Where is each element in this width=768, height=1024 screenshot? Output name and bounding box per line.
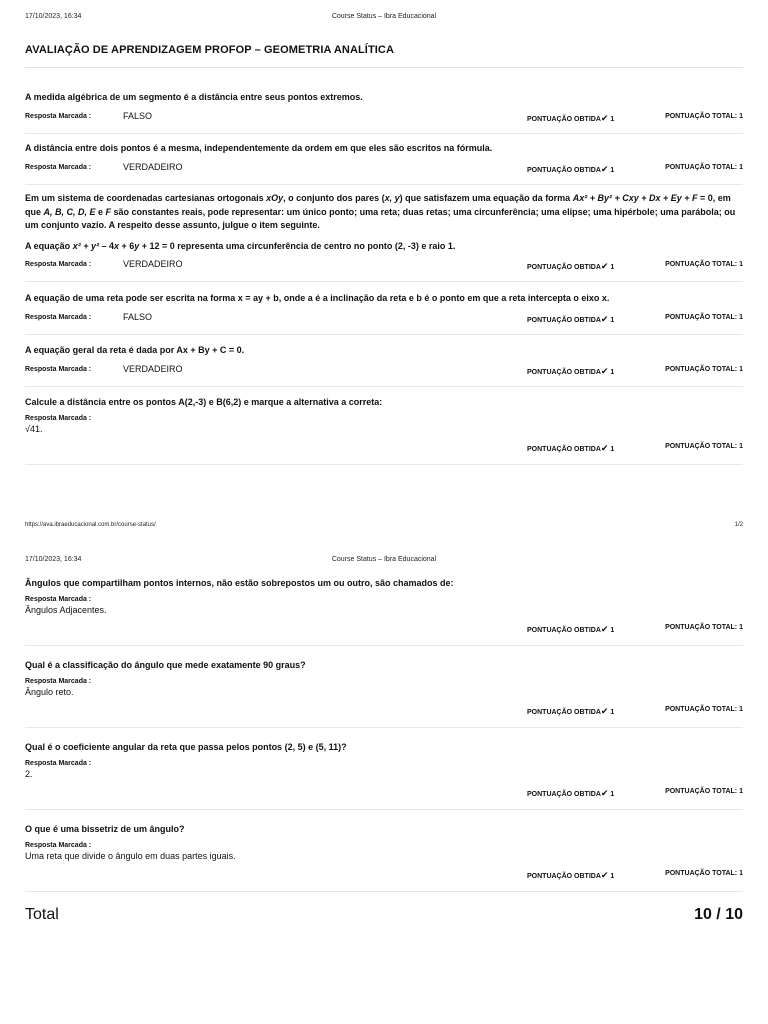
- check-icon: ✔: [600, 869, 609, 880]
- score-row: [25, 870, 743, 882]
- divider: [25, 809, 743, 810]
- score-total: PONTUAÇÃO TOTAL: 1: [665, 261, 743, 268]
- answer-value: VERDADEIRO: [123, 363, 183, 374]
- question-text: A distância entre dois pontos é a mesma, independentemente da ordem em que eles são escritos na fórmula.: [25, 143, 493, 153]
- score-row: [25, 624, 743, 636]
- print-url: https://ava.ibraeducacional.com.br/course-status/: [25, 522, 156, 528]
- answer-value: √41.: [25, 423, 43, 434]
- score-row: [25, 443, 743, 455]
- print-datetime: 17/10/2023, 16:34: [25, 556, 82, 563]
- total-score: 10 / 10: [694, 906, 743, 923]
- answer-row: [25, 111, 743, 124]
- question-item: [25, 741, 743, 810]
- question-item: [25, 91, 743, 134]
- score-obtained: PONTUAÇÃO OBTIDA✔ 1: [527, 313, 615, 324]
- answer-label: Resposta Marcada :: [25, 163, 92, 171]
- score-total: PONTUAÇÃO TOTAL: 1: [665, 787, 743, 795]
- check-icon: ✔: [600, 705, 609, 716]
- title-divider: [25, 67, 743, 68]
- question-text: Ângulos que compartilham pontos internos, não estão sobrepostos um ou outro, são chamados de:: [25, 578, 454, 588]
- answer-value: Ângulo reto.: [25, 686, 74, 697]
- score-total: PONTUAÇÃO TOTAL: 1: [665, 705, 743, 713]
- score-row: [25, 706, 743, 718]
- answer-value: FALSO: [123, 311, 153, 322]
- score-total: PONTUAÇÃO TOTAL: 1: [665, 442, 743, 450]
- answer-label: Resposta Marcada :: [25, 595, 92, 603]
- score-obtained: PONTUAÇÃO OBTIDA✔ 1: [527, 261, 615, 271]
- page-number: 1/2: [734, 522, 743, 528]
- answer-label: Resposta Marcada :: [25, 677, 92, 685]
- check-icon: ✔: [600, 313, 609, 324]
- score-obtained: PONTUAÇÃO OBTIDA✔ 1: [527, 442, 615, 453]
- score-total: PONTUAÇÃO TOTAL: 1: [665, 365, 743, 373]
- divider: [25, 184, 743, 185]
- question-text: A equação de uma reta pode ser escrita na forma x = ay + b, onde a é a inclinação da reta e b é o ponto em que a reta intercepta o eixo x.: [25, 293, 610, 303]
- question-text: Qual é o coeficiente angular da reta que passa pelos pontos (2, 5) e (5, 11)?: [25, 742, 347, 752]
- check-icon: ✔: [600, 787, 609, 798]
- check-icon: ✔: [600, 365, 609, 376]
- score-obtained: PONTUAÇÃO OBTIDA✔ 1: [527, 623, 615, 634]
- score-obtained: PONTUAÇÃO OBTIDA✔ 1: [527, 112, 615, 123]
- answer-value: Ângulos Adjacentes.: [25, 604, 107, 615]
- question-text: A equação x² + y² – 4x + 6y + 12 = 0 representa uma circunferência de centro no ponto (2, -3) e raio 1.: [25, 240, 456, 251]
- question-item: [25, 344, 743, 387]
- question-item: [25, 396, 743, 465]
- print-page-title: Course Status – Ibra Educacional: [331, 556, 437, 563]
- score-total: PONTUAÇÃO TOTAL: 1: [665, 623, 743, 631]
- divider: [25, 133, 743, 134]
- check-icon: ✔: [600, 623, 609, 634]
- answer-row: [25, 259, 743, 272]
- answer-value: FALSO: [123, 110, 153, 121]
- answer-label: Resposta Marcada :: [25, 313, 92, 321]
- check-icon: ✔: [600, 163, 609, 174]
- question-context: Em um sistema de coordenadas cartesianas ortogonais xOy, o conjunto dos pares (x, y) que satisfazem uma equação da forma Ax² + By² + Cxy + Dx + Ey + F = 0, em que A, B, C, D, E e F são constantes reais, pode representar: um único ponto; uma reta; duas retas; uma circunferência; uma elipse; uma hipérbole; uma parábola; ou um conjunto vazio. A respeito desse assunto, julgue o item seguinte.: [25, 193, 736, 230]
- print-datetime: 17/10/2023, 16:34: [25, 13, 82, 20]
- divider: [25, 727, 743, 728]
- question-item: [25, 142, 743, 185]
- score-obtained: PONTUAÇÃO OBTIDA✔ 1: [527, 869, 615, 880]
- divider: [25, 386, 743, 387]
- divider: [25, 891, 743, 892]
- answer-label: Resposta Marcada :: [25, 414, 92, 422]
- score-total: PONTUAÇÃO TOTAL: 1: [665, 163, 743, 171]
- check-icon: ✔: [600, 261, 609, 271]
- answer-value: VERDADEIRO: [123, 259, 183, 269]
- print-footer: [25, 522, 743, 534]
- answer-label: Resposta Marcada :: [25, 365, 92, 373]
- score-total: PONTUAÇÃO TOTAL: 1: [665, 313, 743, 321]
- score-obtained: PONTUAÇÃO OBTIDA✔ 1: [527, 163, 615, 174]
- page-title: AVALIAÇÃO DE APRENDIZAGEM PROFOP – GEOMETRIA ANALÍTICA: [25, 44, 395, 56]
- divider: [25, 334, 743, 335]
- question-text: A medida algébrica de um segmento é a distância entre seus pontos extremos.: [25, 92, 363, 102]
- score-obtained: PONTUAÇÃO OBTIDA✔ 1: [527, 705, 615, 716]
- answer-row: [25, 312, 743, 325]
- answer-label: Resposta Marcada :: [25, 841, 92, 849]
- score-obtained: PONTUAÇÃO OBTIDA✔ 1: [527, 365, 615, 376]
- total-label: Total: [25, 906, 59, 923]
- question-text: Qual é a classificação do ângulo que mede exatamente 90 graus?: [25, 660, 306, 670]
- question-text: A equação geral da reta é dada por Ax + By + C = 0.: [25, 345, 245, 355]
- question-text: Calcule a distância entre os pontos A(2,-3) e B(6,2) e marque a alternativa a correta:: [25, 397, 383, 407]
- question-item: [25, 192, 743, 282]
- question-item: [25, 292, 743, 335]
- check-icon: ✔: [600, 442, 609, 453]
- answer-row: [25, 162, 743, 175]
- question-item: [25, 823, 743, 892]
- score-obtained: PONTUAÇÃO OBTIDA✔ 1: [527, 787, 615, 798]
- total-row: [25, 906, 743, 928]
- question-text: O que é uma bissetriz de um ângulo?: [25, 824, 185, 834]
- score-total: PONTUAÇÃO TOTAL: 1: [665, 869, 743, 877]
- print-header: [25, 13, 743, 25]
- score-total: PONTUAÇÃO TOTAL: 1: [665, 112, 743, 120]
- question-item: [25, 577, 743, 646]
- print-page-title: Course Status – Ibra Educacional: [331, 13, 437, 20]
- answer-label: Resposta Marcada :: [25, 759, 92, 767]
- score-row: [25, 788, 743, 800]
- answer-label: Resposta Marcada :: [25, 261, 92, 268]
- answer-value: 2.: [25, 768, 33, 779]
- print-header: [25, 556, 743, 568]
- answer-value: VERDADEIRO: [123, 161, 183, 172]
- answer-value: Uma reta que divide o ângulo em duas partes iguais.: [25, 850, 236, 861]
- check-icon: ✔: [600, 112, 609, 123]
- divider: [25, 464, 743, 465]
- question-item: [25, 659, 743, 728]
- divider: [25, 645, 743, 646]
- answer-label: Resposta Marcada :: [25, 112, 92, 120]
- answer-row: [25, 364, 743, 377]
- divider: [25, 281, 743, 282]
